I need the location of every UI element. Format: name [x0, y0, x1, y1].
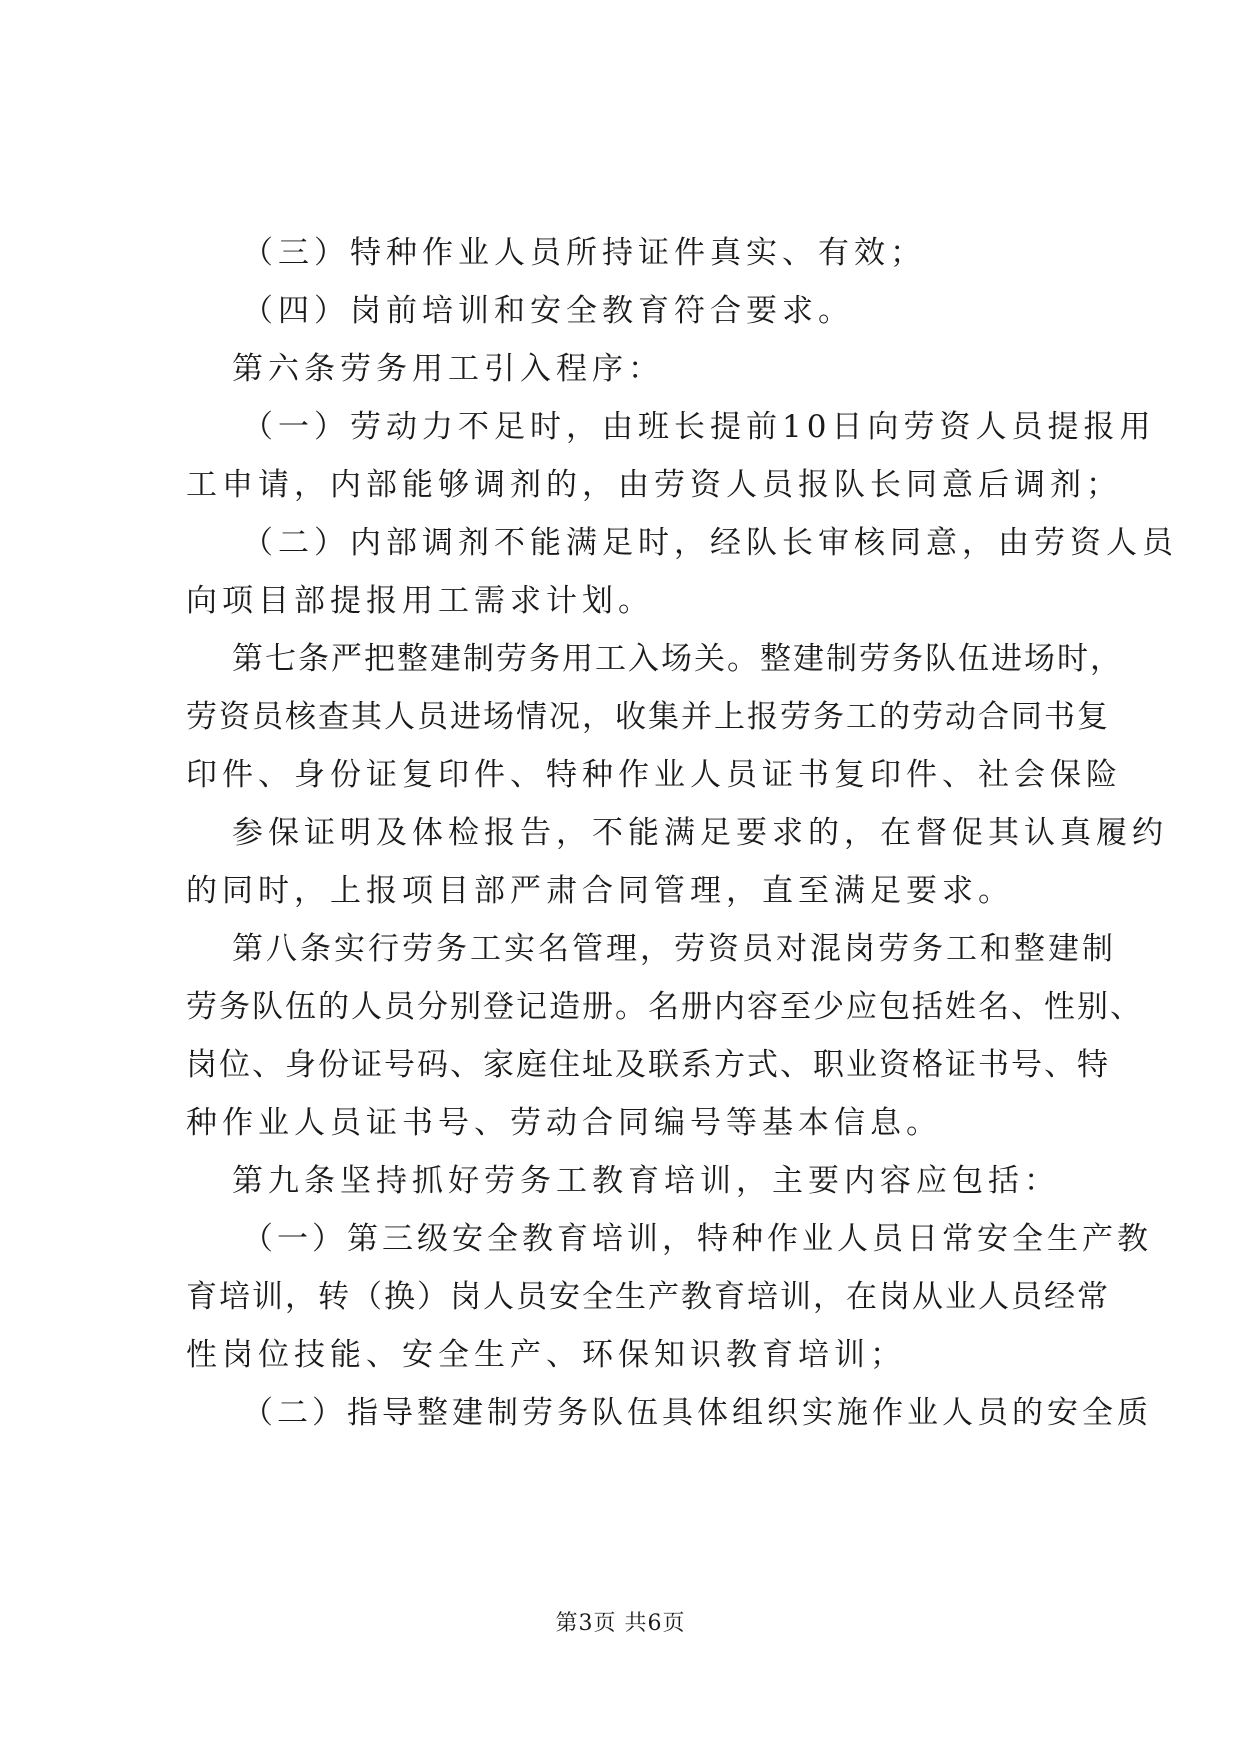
paragraph-line: 劳资员核查其人员进场情况，收集并上报劳务工的劳动合同书复 — [186, 699, 1110, 735]
paragraph-line: 育培训，转（换）岗人员安全生产教育培训，在岗从业人员经常 — [186, 1279, 1110, 1315]
paragraph-line: 第九条坚持抓好劳务工教育培训，主要内容应包括： — [232, 1163, 1060, 1199]
paragraph-line: 向项目部提报用工需求计划。 — [186, 583, 654, 619]
paragraph-line: 性岗位技能、安全生产、环保知识教育培训； — [186, 1337, 906, 1373]
paragraph-line: 参保证明及体检报告，不能满足要求的，在督促其认真履约 — [232, 815, 1168, 851]
paragraph-line: 的同时，上报项目部严肃合同管理，直至满足要求。 — [186, 873, 1014, 909]
paragraph-line: 第七条严把整建制劳务用工入场关。整建制劳务队伍进场时， — [232, 641, 1123, 677]
paragraph-line: （四）岗前培训和安全教育符合要求。 — [242, 293, 854, 329]
paragraph-line: 劳务队伍的人员分别登记造册。名册内容至少应包括姓名、性别、 — [186, 989, 1143, 1025]
paragraph-line: （一）第三级安全教育培训，特种作业人员日常安全生产教 — [242, 1221, 1152, 1257]
paragraph-line: （三）特种作业人员所持证件真实、有效； — [242, 235, 926, 271]
paragraph-line: 种作业人员证书号、劳动合同编号等基本信息。 — [186, 1105, 942, 1141]
page-number-footer: 第3页 共6页 — [555, 1611, 686, 1636]
paragraph-line: 岗位、身份证号码、家庭住址及联系方式、职业资格证书号、特 — [186, 1047, 1110, 1083]
paragraph-line: （一）劳动力不足时，由班长提前10日向劳资人员提报用 — [242, 409, 1156, 445]
paragraph-line: 第八条实行劳务工实名管理，劳资员对混岗劳务工和整建制 — [232, 931, 1116, 967]
paragraph-line: 印件、身份证复印件、特种作业人员证书复印件、社会保险 — [186, 757, 1122, 793]
paragraph-line: （二）内部调剂不能满足时，经队长审核同意，由劳资人员 — [242, 525, 1178, 561]
paragraph-line: （二）指导整建制劳务队伍具体组织实施作业人员的安全质 — [242, 1395, 1152, 1431]
document-body — [186, 224, 1178, 1442]
paragraph-line: 工申请，内部能够调剂的，由劳资人员报队长同意后调剂； — [186, 467, 1122, 503]
paragraph-line: 第六条劳务用工引入程序： — [232, 351, 664, 387]
